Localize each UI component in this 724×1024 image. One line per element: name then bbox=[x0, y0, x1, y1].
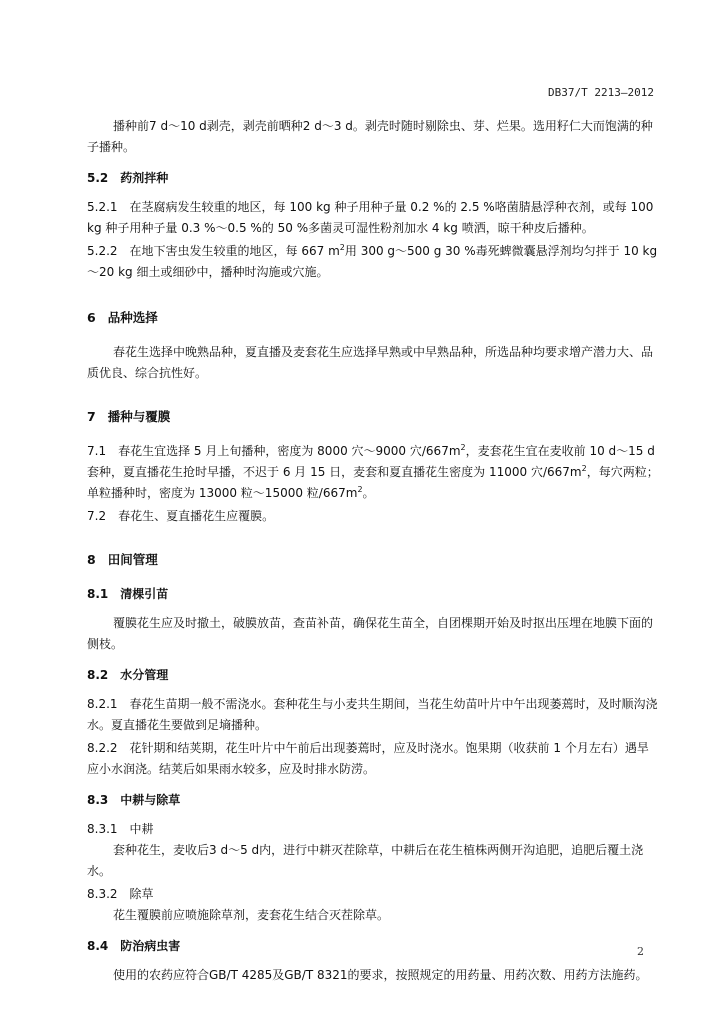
clause-number: 7.2 bbox=[87, 509, 107, 523]
section-5-2-heading bbox=[87, 168, 659, 189]
clause-text-end: 。 bbox=[362, 486, 375, 500]
clause-text: 春花生苗期一般不需浇水。套种花生与小麦共生期间，当花生幼苗叶片中午出现萎蔫时，及时顺沟浇水。夏直播花生要做到足墒播种。 bbox=[87, 697, 658, 732]
clause-number: 5.2.2 bbox=[87, 244, 118, 258]
section-number: 8 bbox=[87, 552, 96, 567]
section-number: 8.2 bbox=[87, 668, 109, 682]
paragraph-thinning: 覆膜花生应及时撤土，破膜放苗，查苗补苗，确保花生苗全，自团棵期开始及时抠出压埋在地膜下面的侧枝。 bbox=[87, 616, 654, 651]
paragraph-seed-shelling: 播种前7 d～10 d剥壳，剥壳前晒种2 d～3 d。剥壳时随时剔除虫、芽、烂果。选用籽仁大而饱满的种子播种。 bbox=[87, 119, 653, 154]
clause-5-2-1 bbox=[87, 197, 659, 239]
section-6-heading bbox=[87, 307, 659, 328]
section-title: 品种选择 bbox=[107, 310, 158, 325]
paragraph-variety-selection: 春花生选择中晚熟品种，夏直播及麦套花生应选择早熟或中早熟品种，所选品种均要求增产潜力大、品质优良、综合抗性好。 bbox=[87, 345, 654, 380]
clause-text-cont: ，每穴两粒；单粒播种时，密度为 13000 粒～15000 粒/667m bbox=[87, 465, 659, 500]
paragraph-pest-control: 使用的农药应符合GB/T 4285及GB/T 8321的要求，按照规定的用药量、用药次数、用药方法施药。 bbox=[113, 968, 648, 982]
section-8-3-2-heading bbox=[87, 884, 659, 905]
page-number: 2 bbox=[637, 945, 644, 958]
section-title: 清棵引苗 bbox=[120, 587, 169, 601]
clause-text-cont: 用 300 g～500 g 30 %毒死蜱微囊悬浮剂均匀拌于 10 kg～20 kg 细土或细砂中，播种时沟施或穴施。 bbox=[87, 244, 658, 279]
clause-8-2-2 bbox=[87, 738, 659, 780]
superscript: 2 bbox=[339, 243, 345, 252]
section-8-1-heading bbox=[87, 584, 659, 605]
clause-8-2-1 bbox=[87, 694, 659, 736]
section-number: 8.3.1 bbox=[87, 822, 118, 836]
clause-number: 8.2.1 bbox=[87, 697, 118, 711]
clause-text: 春花生、夏直播花生应覆膜。 bbox=[118, 509, 275, 523]
section-title: 中耕与除草 bbox=[120, 793, 181, 807]
clause-7-1 bbox=[87, 441, 659, 504]
clause-number: 7.1 bbox=[87, 444, 107, 458]
section-title: 水分管理 bbox=[120, 668, 169, 682]
clause-7-2 bbox=[87, 506, 659, 527]
section-number: 8.4 bbox=[87, 939, 109, 953]
section-8-2-heading bbox=[87, 665, 659, 686]
section-number: 8.3.2 bbox=[87, 887, 118, 901]
clause-text: 在地下害虫发生较重的地区，每 667 m bbox=[129, 244, 340, 258]
section-number: 6 bbox=[87, 310, 96, 325]
paragraph-intertillage: 套种花生，麦收后3 d～5 d内，进行中耕灭茬除草，中耕后在花生植株两侧开沟追肥，追肥后覆土浇水。 bbox=[87, 843, 644, 878]
section-title: 田间管理 bbox=[107, 552, 158, 567]
clause-5-2-2 bbox=[87, 241, 659, 283]
section-number: 5.2 bbox=[87, 171, 109, 185]
document-code: DB37/T 2213—2012 bbox=[548, 86, 654, 99]
section-number: 8.1 bbox=[87, 587, 109, 601]
paragraph-weeding: 花生覆膜前应喷施除草剂，麦套花生结合灭茬除草。 bbox=[113, 908, 390, 922]
section-title: 除草 bbox=[129, 887, 154, 901]
superscript: 2 bbox=[581, 464, 587, 473]
section-8-heading bbox=[87, 549, 659, 570]
section-8-3-heading bbox=[87, 790, 659, 811]
clause-text: 在茎腐病发生较重的地区，每 100 kg 种子用种子量 0.2 %的 2.5 %咯菌腈悬浮种衣剂，或每 100 kg 种子用种子量 0.3 %～0.5 %的 50 %多菌灵可湿性粉剂加水 4 kg 喷洒，晾干种皮后播种。 bbox=[87, 200, 654, 235]
section-number: 7 bbox=[87, 409, 96, 424]
section-number: 8.3 bbox=[87, 793, 109, 807]
section-8-3-1-heading bbox=[87, 819, 659, 840]
clause-number: 5.2.1 bbox=[87, 200, 118, 214]
section-7-heading bbox=[87, 406, 659, 427]
clause-text: 花针期和结荚期，花生叶片中午前后出现萎蔫时，应及时浇水。饱果期（收获前 1 个月左右）遇旱应小水润浇。结荚后如果雨水较多，应及时排水防涝。 bbox=[87, 741, 649, 776]
superscript: 2 bbox=[357, 485, 363, 494]
clause-text: 春花生宜选择 5 月上旬播种，密度为 8000 穴～9000 穴/667m bbox=[118, 444, 461, 458]
section-title: 中耕 bbox=[129, 822, 154, 836]
clause-text-cont: ，麦套花生宜在麦收前 10 d～15 d 套种，夏直播花生抢时早播，不迟于 6 月 15 日，麦套和夏直播花生密度为 11000 穴/667m bbox=[87, 444, 655, 479]
clause-number: 8.2.2 bbox=[87, 741, 118, 755]
section-title: 防治病虫害 bbox=[120, 939, 181, 953]
superscript: 2 bbox=[460, 443, 466, 452]
section-title: 播种与覆膜 bbox=[107, 409, 171, 424]
section-8-4-heading bbox=[87, 936, 659, 957]
section-title: 药剂拌种 bbox=[120, 171, 169, 185]
document-body bbox=[87, 116, 659, 988]
